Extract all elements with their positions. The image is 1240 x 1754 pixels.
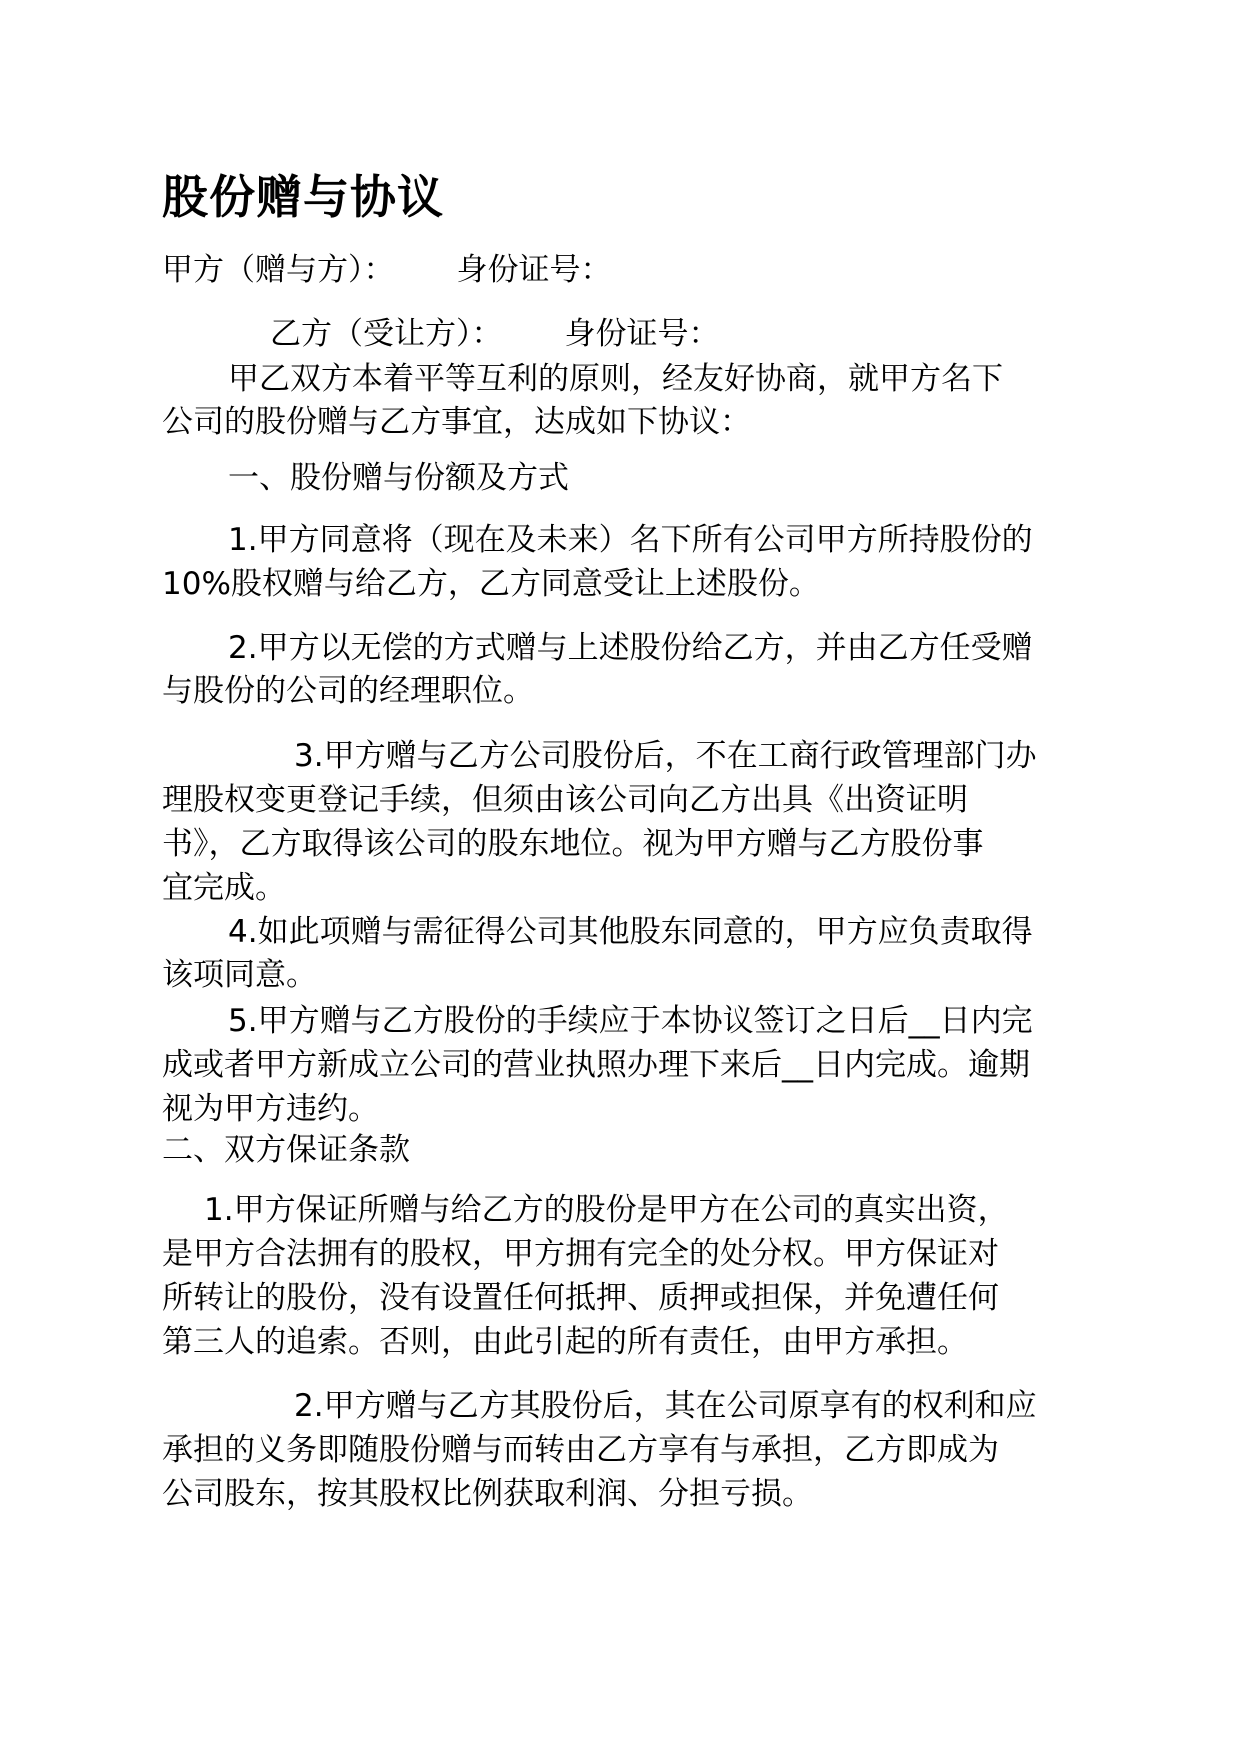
clause-line: 宜完成。 bbox=[162, 870, 286, 906]
party-a-label: 甲方（赠与方）： bbox=[162, 252, 395, 288]
clause-line: 书》，乙方取得该公司的股东地位。视为甲方赠与乙方股份事 bbox=[162, 826, 984, 862]
party-a-id-label: 身份证号： bbox=[456, 252, 612, 288]
clause-line: 该项同意。 bbox=[162, 957, 317, 993]
intro-line: 公司的股份赠与乙方事宜，达成如下协议： bbox=[162, 404, 751, 440]
party-b-id-label: 身份证号： bbox=[564, 316, 720, 352]
clause-line: 成或者甲方新成立公司的营业执照办理下来后__日内完成。逾期 bbox=[162, 1047, 1030, 1083]
clause-line: 3.甲方赠与乙方公司股份后，不在工商行政管理部门办 bbox=[294, 738, 1037, 774]
clause-line: 10%股权赠与给乙方，乙方同意受让上述股份。 bbox=[162, 566, 820, 602]
clause-line: 4.如此项赠与需征得公司其他股东同意的，甲方应负责取得 bbox=[228, 914, 1033, 950]
clause-line: 第三人的追索。否则，由此引起的所有责任，由甲方承担。 bbox=[162, 1324, 968, 1360]
clause-line: 所转让的股份，没有设置任何抵押、质押或担保，并免遭任何 bbox=[162, 1280, 999, 1316]
clause-line: 理股权变更登记手续，但须由该公司向乙方出具《出资证明 bbox=[162, 782, 968, 818]
clause-line: 2.甲方以无偿的方式赠与上述股份给乙方，并由乙方任受赠 bbox=[228, 630, 1033, 666]
party-b-line bbox=[270, 312, 720, 356]
intro-line: 甲乙双方本着平等互利的原则，经友好协商，就甲方名下 bbox=[228, 361, 1003, 397]
clause-line: 1.甲方同意将（现在及未来）名下所有公司甲方所持股份的 bbox=[228, 522, 1033, 558]
clause-line: 5.甲方赠与乙方股份的手续应于本协议签订之日后__日内完 bbox=[228, 1003, 1033, 1039]
clause-line: 公司股东，按其股权比例获取利润、分担亏损。 bbox=[162, 1476, 813, 1512]
section-1-heading: 一、股份赠与份额及方式 bbox=[228, 460, 569, 496]
party-b-label: 乙方（受让方）： bbox=[270, 316, 503, 352]
clause-line: 视为甲方违约。 bbox=[162, 1091, 379, 1127]
document-title: 股份赠与协议 bbox=[162, 170, 444, 224]
clause-line: 承担的义务即随股份赠与而转由乙方享有与承担，乙方即成为 bbox=[162, 1432, 999, 1468]
clause-line: 1.甲方保证所赠与给乙方的股份是甲方在公司的真实出资， bbox=[204, 1192, 1009, 1228]
section-2-heading: 二、双方保证条款 bbox=[162, 1132, 410, 1168]
clause-line: 2.甲方赠与乙方其股份后，其在公司原享有的权利和应 bbox=[294, 1388, 1037, 1424]
clause-line: 与股份的公司的经理职位。 bbox=[162, 673, 534, 709]
clause-line: 是甲方合法拥有的股权，甲方拥有完全的处分权。甲方保证对 bbox=[162, 1236, 999, 1272]
party-a-line bbox=[162, 248, 612, 292]
